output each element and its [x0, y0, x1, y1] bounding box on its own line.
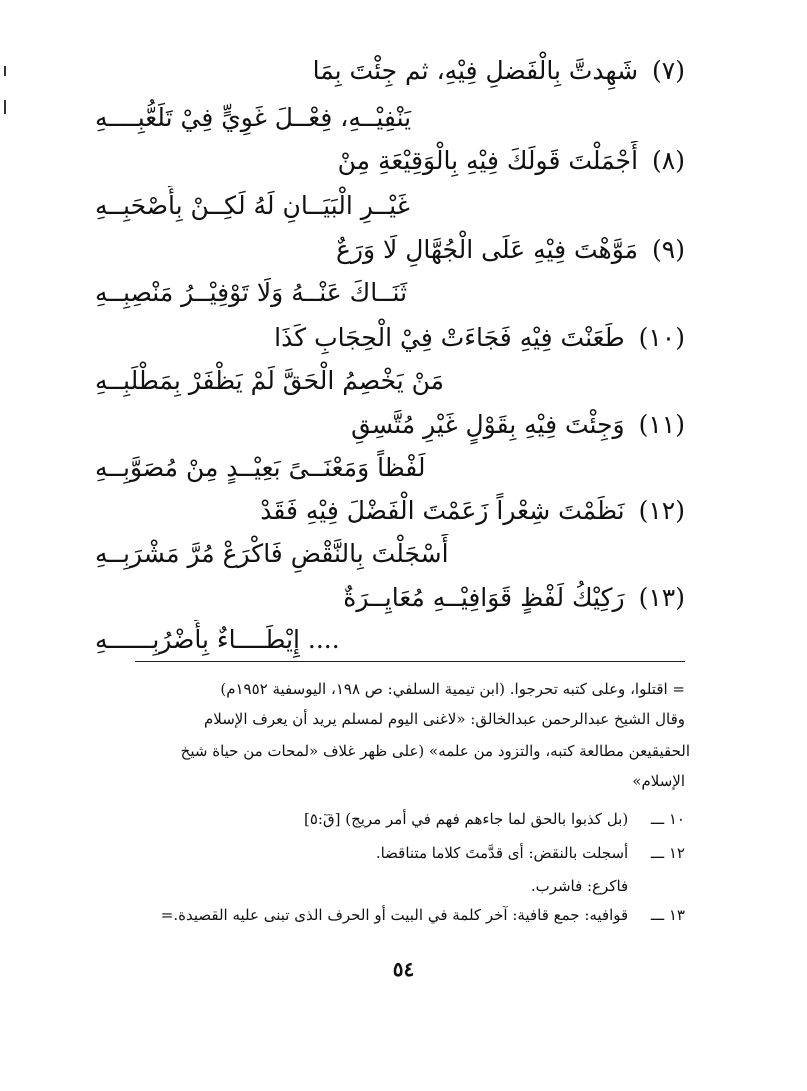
footnote-line: الإسلام» [632, 772, 685, 790]
verse-13-second-hemistich: .... إِيْطَــــاءٌ بِأَضْرُبِــــــهِ [95, 625, 340, 654]
verse-number: (١٣) [638, 583, 685, 612]
verse-10-second-hemistich: مَنْ يَخْصِمُ الْحَقَّ لَمْ يَظْفَرْ بِمَطْلَبِــهِ [95, 366, 445, 395]
verse-12-first-hemistich: (١٢)نَظَمْتَ شِعْراً زَعَمْتَ الْفَضْلَ فِيْهِ فَقَدْ [260, 496, 685, 525]
verse-number: (٧) [652, 56, 685, 85]
footnote-line: = اقتلوا، وعلى كتبه تحرجوا. (ابن تيمية السلفي: ص ١٩٨، اليوسفية ١٩٥٢م) [220, 680, 685, 698]
verse-7-second-hemistich: يَنْفِيْــهِ، فِعْــلَ غَوِيٍّ فِيْ تَلَعُّبِــــهِ [95, 103, 412, 132]
verse-9-second-hemistich: ثَنَــاكَ عَنْــهُ وَلَا تَوْفِيْــرُ مَنْصِبِــهِ [95, 278, 408, 307]
verse-11-first-hemistich: (١١)وَجِئْتَ فِيْهِ بِقَوْلٍ غَيْرِ مُتَّسِقِ [351, 410, 685, 439]
footnote-line: الحقيقيعن مطالعة كتبه، والتزود من علمه» (على ظهر غلاف «لمحات من حياة شيخ [180, 742, 690, 760]
verse-11-second-hemistich: لَفْظاً وَمَعْنَــىً بَعِيْــدٍ مِنْ مُصَوَّبِــهِ [95, 453, 426, 482]
verse-9-first-hemistich: (٩)مَوَّهْتَ فِيْهِ عَلَى الْجُهَّالِ لَا وَرَعٌ [336, 235, 685, 264]
verse-8-second-hemistich: غَيْــرِ الْبَيَــانِ لَهُ لَكِــنْ بِأَصْحَبِــهِ [95, 191, 410, 220]
verse-7-first-hemistich: (٧)شَهِدتَّ بِالْفَضلِ فِيْهِ، ثم جِئْتَ بِمَا [312, 56, 685, 85]
footnote-number: ١٢ ـــ [650, 844, 685, 862]
verse-12-second-hemistich: أَسْجَلْتَ بِالنَّقْضِ فَاكْرَعْ مُرَّ مَشْرَبِــهِ [95, 539, 449, 568]
verse-8-first-hemistich: (٨)أَجْمَلْتَ قَولَكَ فِيْهِ بِالْوَقِيْعَةِ مِنْ [337, 146, 685, 175]
footnote-number: ١٣ ـــ [650, 906, 685, 924]
footnote-13: ١٣ ـــ قوافيه: جمع قافية: آخر كلمة في البيت أو الحرف الذى تبنى عليه القصيدة.= [100, 902, 685, 928]
footnote-10: ١٠ ـــ (بل كذبوا بالحق لما جاءهم فهم في أمر مريج) [قٓ:٥] [110, 806, 685, 832]
footnote-12: ١٢ ـــ أسجلت بالنقض: أى قدَّمتَ كلاما متناقضا. [110, 840, 685, 866]
verse-number: (١٢) [638, 496, 685, 525]
footnote-separator [135, 661, 685, 662]
verse-number: (٨) [652, 146, 685, 175]
verse-10-first-hemistich: (١٠)طَعَنْتَ فِيْهِ فَجَاءَتْ فِيْ الْحِجَابِ كَذَا [274, 323, 685, 352]
verse-number: (١١) [638, 410, 685, 439]
scan-edge-mark [4, 100, 6, 114]
footnote-line: وقال الشيخ عبدالرحمن عبدالخالق: «لاغنى اليوم لمسلم يريد أن يعرف الإسلام [203, 710, 685, 728]
footnote-number: ١٠ ـــ [650, 810, 685, 828]
verse-number: (٩) [652, 235, 685, 264]
scan-edge-mark [4, 66, 6, 76]
verse-number: (١٠) [638, 323, 685, 352]
footnote-12-continued: فاكرع: فاشرب. [530, 877, 629, 895]
verse-13-first-hemistich: (١٣)رَكِيْكُ لَفْظٍ قَوَافِيْــهِ مُعَايِــرَةٌ [343, 583, 685, 612]
page-number: ٥٤ [392, 957, 415, 981]
